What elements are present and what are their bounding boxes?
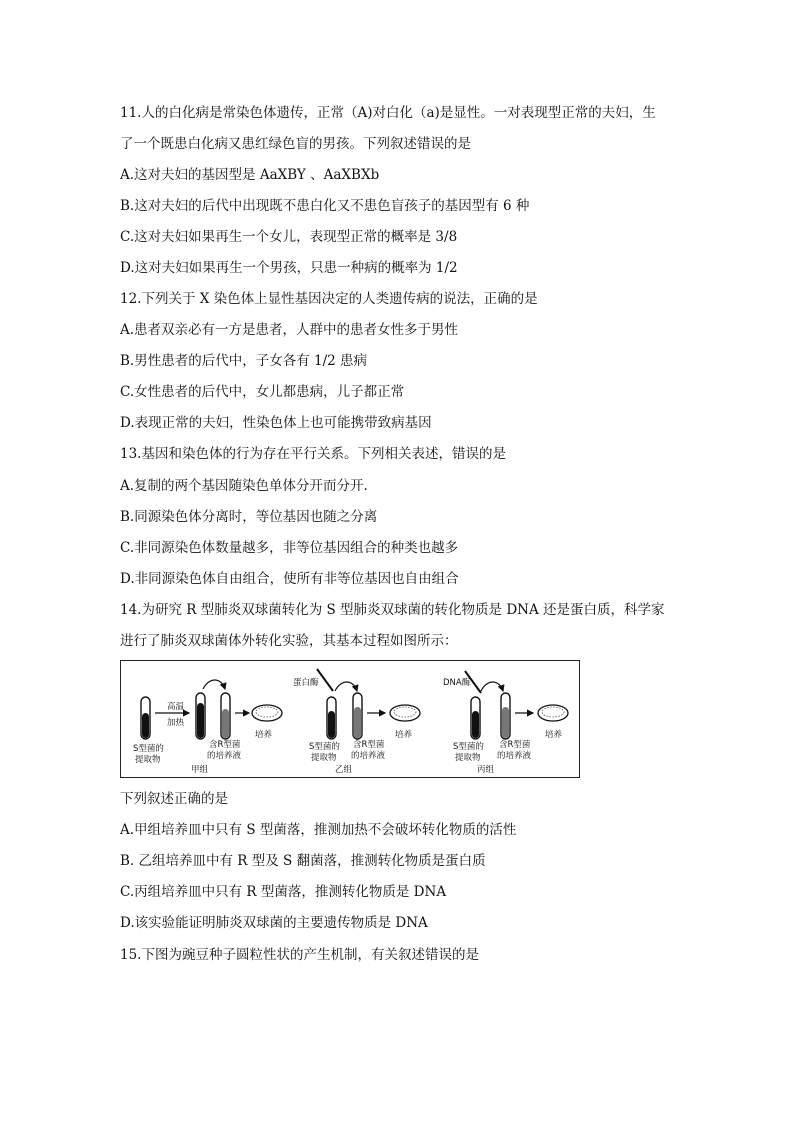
- jia-r-label-1: 含R型菌: [209, 740, 241, 750]
- transformation-experiment-figure: [120, 660, 580, 778]
- q11-option-d: D.这对夫妇如果再生一个男孩，只患一种病的概率为 1/2: [120, 260, 458, 276]
- yi-arrow-1: [335, 682, 357, 691]
- yi-s-label-2: 提取物: [311, 753, 337, 763]
- q11-stem-line-1: 11.人的白化病是常染色体遗传，正常（A)对白化（a)是显性。一对表现型正常的夫妇，生: [120, 105, 656, 121]
- q14-option-a: A.甲组培养皿中只有 S 型菌落，推测加热不会破坏转化物质的活性: [120, 822, 517, 838]
- q13-option-b: B.同源染色体分离时，等位基因也随之分离: [120, 509, 378, 525]
- q14-option-b: B. 乙组培养皿中有 R 型及 S 翻菌落，推测转化物质是蛋白质: [120, 853, 486, 869]
- bing-tube-r-liquid: [502, 707, 509, 738]
- group-bing: [443, 671, 568, 775]
- bing-culture-label: 培养: [545, 730, 563, 740]
- group-jia: [133, 680, 282, 775]
- q13-option-d: D.非同源染色体自由组合，使所有非等位基因也自由组合: [120, 571, 459, 587]
- q12-option-d: D.表现正常的夫妇，性染色体上也可能携带致病基因: [120, 415, 432, 431]
- bing-arrow-1: [481, 682, 503, 691]
- figure-drawing: [121, 661, 579, 777]
- jia-r-label-2: 的培养液: [207, 751, 242, 761]
- q13-option-c: C.非同源染色体数量越多，非等位基因组合的种类也越多: [120, 540, 459, 556]
- jia-s-label-1: S型菌的: [133, 744, 164, 754]
- jia-treat-label-1: 高温: [167, 702, 185, 712]
- yi-r-label-1: 含R型菌: [353, 740, 385, 750]
- jia-treat-label-2: 加热: [167, 718, 185, 728]
- q13-stem: 13.基因和染色体的行为存在平行关系。下列相关表述，错误的是: [120, 446, 506, 462]
- yi-tube-r-liquid: [354, 707, 361, 738]
- q12-stem: 12.下列关于 X 染色体上显性基因决定的人类遗传病的说法，正确的是: [120, 291, 538, 307]
- yi-group-label: 乙组: [335, 765, 353, 775]
- jia-culture-label: 培养: [255, 730, 273, 740]
- jia-s-label-2: 提取物: [135, 755, 161, 765]
- q14-stem-line-2: 进行了肺炎双球菌体外转化实验，其基本过程如图所示：: [120, 633, 458, 649]
- q15-stem: 15.下图为豌豆种子圆粒性状的产生机制，有关叙述错误的是: [120, 947, 479, 963]
- bing-s-label-2: 提取物: [455, 753, 481, 763]
- q14-stem-line-1: 14.为研究 R 型肺炎双球菌转化为 S 型肺炎双球菌的转化物质是 DNA 还是蛋白质，科学家: [120, 602, 665, 618]
- jia-tube-mix-liquid: [197, 703, 204, 738]
- yi-culture-label: 培养: [395, 730, 413, 740]
- group-yi: [293, 669, 420, 775]
- yi-tube-s-liquid: [328, 711, 335, 738]
- bing-tube-s-liquid: [472, 711, 479, 738]
- q12-option-c: C.女性患者的后代中，女儿都患病，儿子都正常: [120, 384, 405, 400]
- q13-option-a: A.复制的两个基因随染色单体分开而分开.: [120, 478, 368, 494]
- yi-r-label-2: 的培养液: [351, 751, 386, 761]
- bing-group-label: 丙组: [477, 765, 495, 775]
- bing-enzyme-label: DNA酶: [443, 678, 471, 688]
- q14-option-c: C.丙组培养皿中只有 R 型菌落，推测转化物质是 DNA: [120, 884, 447, 900]
- bing-r-label-2: 的培养液: [497, 751, 532, 761]
- yi-enzyme-label: 蛋白酶: [293, 678, 319, 688]
- q11-option-a: A.这对夫妇的基因型是 AaXBY 、AaXBXb: [120, 167, 380, 183]
- yi-dropper: [317, 669, 333, 691]
- jia-group-label: 甲组: [191, 765, 209, 775]
- q14-option-d: D.该实验能证明肺炎双球菌的主要遗传物质是 DNA: [120, 915, 428, 931]
- q11-option-b: B.这对夫妇的后代中出现既不患白化又不患色盲孩子的基因型有 6 种: [120, 198, 530, 214]
- q11-stem-line-2: 了一个既患白化病又患红绿色盲的男孩。下列叙述错误的是: [120, 136, 471, 152]
- q11-option-c: C.这对夫妇如果再生一个女儿，表现型正常的概率是 3/8: [120, 229, 458, 245]
- yi-s-label-1: S型菌的: [309, 742, 340, 752]
- bing-s-label-1: S型菌的: [453, 742, 484, 752]
- q12-option-b: B.男性患者的后代中，子女各有 1/2 患病: [120, 353, 368, 369]
- jia-tube-r-liquid: [222, 709, 229, 738]
- jia-tube-s-liquid: [142, 713, 149, 738]
- bing-r-label-1: 含R型菌: [499, 740, 531, 750]
- q14-after-figure: 下列叙述正确的是: [120, 791, 228, 807]
- jia-arrow-2: [203, 680, 225, 689]
- q12-option-a: A.患者双亲必有一方是患者，人群中的患者女性多于男性: [120, 322, 459, 338]
